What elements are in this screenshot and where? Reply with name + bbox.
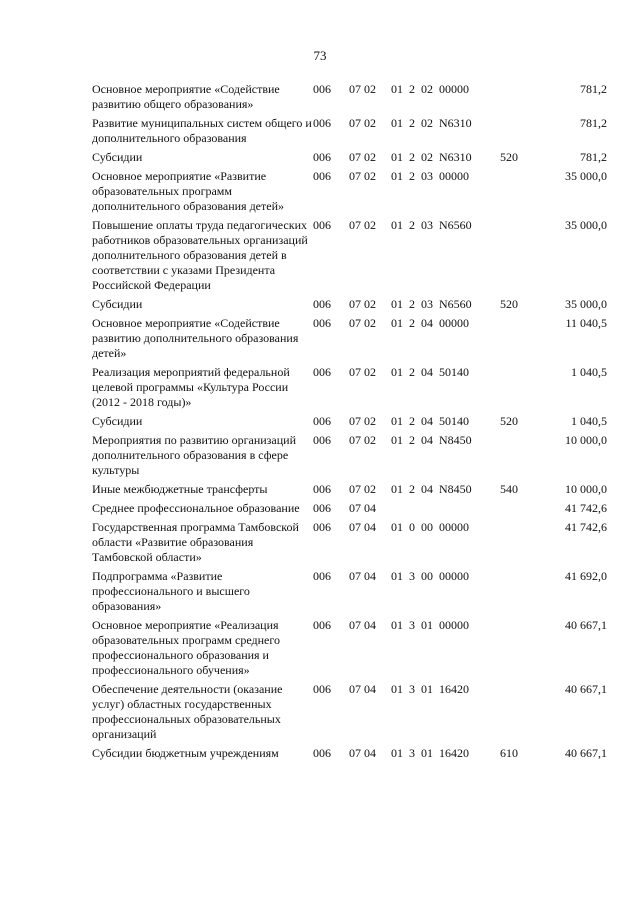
table-row xyxy=(92,297,607,316)
row-ved-code: 006 xyxy=(313,482,331,496)
row-expense-type xyxy=(500,520,524,569)
table-row xyxy=(92,682,607,746)
row-section-code: 07 02 xyxy=(349,169,376,183)
row-section-code: 07 02 xyxy=(349,150,376,164)
row-section-code: 07 04 xyxy=(349,569,376,583)
row-target-article: 01 3 01 00000 xyxy=(391,618,469,632)
page-number: 73 xyxy=(313,48,327,63)
row-section-code: 07 02 xyxy=(349,218,376,232)
table-row xyxy=(92,82,607,116)
table-row xyxy=(92,482,607,501)
table-row xyxy=(92,501,607,520)
row-amount: 35 000,0 xyxy=(565,169,607,183)
row-amount: 41 742,6 xyxy=(565,520,607,534)
table-row xyxy=(92,618,607,682)
row-ved-code: 006 xyxy=(313,520,331,534)
table-row xyxy=(92,218,607,297)
row-target-article: 01 2 04 50140 xyxy=(391,414,469,428)
row-section-code: 07 02 xyxy=(349,82,376,96)
row-ved-code: 006 xyxy=(313,618,331,632)
row-target-article: 01 2 03 N6560 xyxy=(391,218,472,232)
budget-table xyxy=(92,82,607,765)
row-amount: 40 667,1 xyxy=(565,746,607,760)
row-amount: 40 667,1 xyxy=(565,618,607,632)
row-target-article: 01 0 00 00000 xyxy=(391,520,469,534)
table-row xyxy=(92,569,607,618)
row-name: Субсидии xyxy=(92,297,143,311)
row-section-code: 07 04 xyxy=(349,520,376,534)
row-name: Основное мероприятие «Содействие развитию дополнительного образования детей» xyxy=(92,316,299,360)
row-expense-type xyxy=(500,433,524,482)
row-section-code: 07 02 xyxy=(349,433,376,447)
row-section-code: 07 04 xyxy=(349,682,376,696)
row-amount: 1 040,5 xyxy=(571,414,607,428)
row-name: Повышение оплаты труда педагогических работников образовательных организаций дополнительного образования детей в соответствии с указами Президента Российской Федерации xyxy=(92,218,308,292)
row-expense-type xyxy=(500,116,524,150)
row-expense-type xyxy=(500,501,524,520)
row-ved-code: 006 xyxy=(313,82,331,96)
table-row xyxy=(92,169,607,218)
row-expense-type xyxy=(500,169,524,218)
row-ved-code: 006 xyxy=(313,150,331,164)
row-target-article: 01 2 03 N6560 xyxy=(391,297,472,311)
row-target-article: 01 2 02 N6310 xyxy=(391,116,472,130)
row-section-code: 07 02 xyxy=(349,365,376,379)
table-row xyxy=(92,414,607,433)
row-expense-type xyxy=(500,618,524,682)
row-name: Иные межбюджетные трансферты xyxy=(92,482,268,496)
row-section-code: 07 02 xyxy=(349,297,376,311)
row-expense-type: 520 xyxy=(500,414,518,428)
row-ved-code: 006 xyxy=(313,218,331,232)
table-row xyxy=(92,746,607,765)
row-amount: 10 000,0 xyxy=(565,433,607,447)
row-expense-type: 540 xyxy=(500,482,518,496)
row-ved-code: 006 xyxy=(313,169,331,183)
table-row xyxy=(92,316,607,365)
row-amount: 41 692,0 xyxy=(565,569,607,583)
row-amount: 1 040,5 xyxy=(571,365,607,379)
row-name: Основное мероприятие «Реализация образовательных программ среднего профессионального образования и профессионального обучения» xyxy=(92,618,280,677)
row-amount: 781,2 xyxy=(580,82,607,96)
row-section-code: 07 02 xyxy=(349,316,376,330)
row-name: Основное мероприятие «Содействие развитию общего образования» xyxy=(92,82,280,111)
row-amount: 41 742,6 xyxy=(565,501,607,515)
row-ved-code: 006 xyxy=(313,433,331,447)
row-target-article: 01 2 02 00000 xyxy=(391,82,469,96)
row-section-code: 07 04 xyxy=(349,746,376,760)
table-row xyxy=(92,116,607,150)
row-ved-code: 006 xyxy=(313,746,331,760)
row-expense-type: 520 xyxy=(500,150,518,164)
row-name: Среднее профессиональное образование xyxy=(92,501,300,515)
row-amount: 781,2 xyxy=(580,150,607,164)
row-expense-type xyxy=(500,682,524,746)
row-target-article: 01 2 02 N6310 xyxy=(391,150,472,164)
row-name: Субсидии бюджетным учреждениям xyxy=(92,746,279,760)
row-expense-type xyxy=(500,316,524,365)
row-section-code: 07 02 xyxy=(349,414,376,428)
row-name: Обеспечение деятельности (оказание услуг) областных государственных профессиональных образовательных организаций xyxy=(92,682,283,741)
row-target-article: 01 2 03 00000 xyxy=(391,169,469,183)
row-name: Основное мероприятие «Развитие образовательных программ дополнительного образования детей» xyxy=(92,169,284,213)
row-amount: 781,2 xyxy=(580,116,607,130)
row-name: Мероприятия по развитию организаций дополнительного образования в сфере культуры xyxy=(92,433,297,477)
row-amount: 10 000,0 xyxy=(565,482,607,496)
row-ved-code: 006 xyxy=(313,297,331,311)
row-target-article: 01 2 04 00000 xyxy=(391,316,469,330)
row-expense-type xyxy=(500,218,524,297)
row-expense-type: 520 xyxy=(500,297,518,311)
table-row xyxy=(92,520,607,569)
row-amount: 35 000,0 xyxy=(565,297,607,311)
row-ved-code: 006 xyxy=(313,365,331,379)
row-amount: 35 000,0 xyxy=(565,218,607,232)
table-row xyxy=(92,433,607,482)
row-expense-type: 610 xyxy=(500,746,518,760)
row-ved-code: 006 xyxy=(313,501,331,515)
row-ved-code: 006 xyxy=(313,316,331,330)
row-name: Реализация мероприятий федеральной целевой программы «Культура России (2012 - 2018 годы)» xyxy=(92,365,290,409)
row-amount: 11 040,5 xyxy=(565,316,607,330)
row-ved-code: 006 xyxy=(313,569,331,583)
row-target-article: 01 2 04 50140 xyxy=(391,365,469,379)
row-target-article: 01 2 04 N8450 xyxy=(391,482,472,496)
row-name: Развитие муниципальных систем общего и дополнительного образования xyxy=(92,116,312,145)
table-row xyxy=(92,150,607,169)
row-name: Субсидии xyxy=(92,414,143,428)
row-expense-type xyxy=(500,82,524,116)
row-expense-type xyxy=(500,569,524,618)
row-target-article xyxy=(391,501,500,520)
row-target-article: 01 3 01 16420 xyxy=(391,682,469,696)
row-section-code: 07 04 xyxy=(349,618,376,632)
row-target-article: 01 2 04 N8450 xyxy=(391,433,472,447)
row-ved-code: 006 xyxy=(313,682,331,696)
row-name: Субсидии xyxy=(92,150,143,164)
row-ved-code: 006 xyxy=(313,116,331,130)
row-target-article: 01 3 01 16420 xyxy=(391,746,469,760)
row-name: Подпрограмма «Развитие профессионального и высшего образования» xyxy=(92,569,250,613)
row-section-code: 07 02 xyxy=(349,482,376,496)
row-section-code: 07 02 xyxy=(349,116,376,130)
row-target-article: 01 3 00 00000 xyxy=(391,569,469,583)
row-expense-type xyxy=(500,365,524,414)
row-section-code: 07 04 xyxy=(349,501,376,515)
row-ved-code: 006 xyxy=(313,414,331,428)
row-amount: 40 667,1 xyxy=(565,682,607,696)
row-name: Государственная программа Тамбовской области «Развитие образования Тамбовской области» xyxy=(92,520,299,564)
table-row xyxy=(92,365,607,414)
